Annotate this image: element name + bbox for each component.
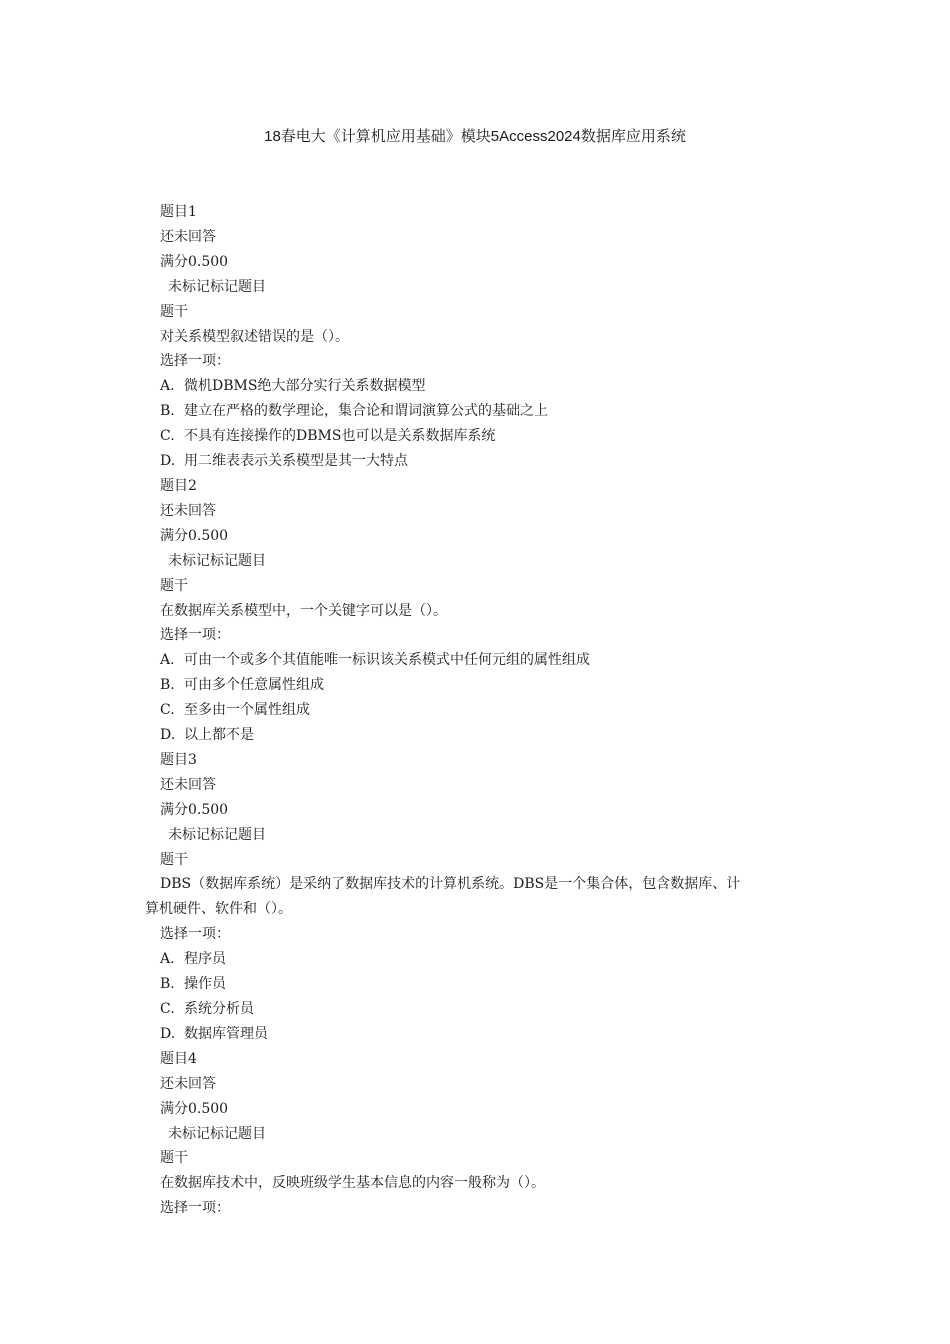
option-text: 可由多个任意属性组成 [184, 677, 324, 694]
option-letter: B. [160, 403, 175, 420]
option-a[interactable] [160, 648, 810, 673]
option-c[interactable] [160, 424, 810, 449]
question-stem: 在数据库关系模型中，一个关键字可以是（）。 [160, 602, 447, 619]
option-letter: A. [160, 378, 175, 395]
stem-label: 题干 [160, 303, 188, 320]
choice-prompt: 选择一项： [160, 627, 230, 644]
question-number: 题目2 [160, 477, 197, 494]
question-number: 题目1 [160, 204, 197, 220]
choice-prompt: 选择一项： [160, 353, 230, 370]
option-text: 可由一个或多个其值能唯一标识该关系模式中任何元组的属性组成 [184, 652, 590, 669]
question-score: 满分0.500 [160, 253, 229, 270]
option-letter: D. [160, 1025, 176, 1042]
question-score: 满分0.500 [160, 1100, 229, 1117]
question-stem-line-1: DBS（数据库系统）是采纳了数据库技术的计算机系统。DBS是一个集合体，包含数据库、计 [160, 876, 741, 893]
option-d[interactable] [160, 1022, 810, 1047]
option-text: 微机DBMS绝大部分实行关系数据模型 [184, 378, 426, 395]
question-stem-line-2: 算机硬件、软件和（）。 [145, 901, 292, 918]
document-title: 18春电大《计算机应用基础》模块5Access2024数据库应用系统 [264, 128, 686, 145]
option-text: 数据库管理员 [184, 1025, 268, 1042]
option-text: 程序员 [184, 951, 226, 968]
option-b[interactable] [160, 673, 810, 698]
option-text: 建立在严格的数学理论，集合论和谓词演算公式的基础之上 [184, 403, 548, 420]
question-status: 还未回答 [160, 502, 216, 519]
option-text: 以上都不是 [184, 727, 254, 744]
option-a[interactable] [160, 374, 810, 399]
option-letter: C. [160, 702, 175, 719]
option-letter: A. [160, 652, 175, 669]
flag-question-link[interactable]: 未标记标记题目 [168, 552, 266, 569]
question-score: 满分0.500 [160, 527, 229, 544]
option-text: 系统分析员 [184, 1001, 254, 1017]
question-number: 题目3 [160, 751, 197, 768]
option-letter: A. [160, 951, 175, 968]
option-letter: C. [160, 1001, 175, 1017]
option-b[interactable] [160, 972, 810, 997]
question-number: 题目4 [160, 1050, 197, 1067]
question-stem: 在数据库技术中，反映班级学生基本信息的内容一般称为（）。 [160, 1175, 545, 1192]
question-status: 还未回答 [160, 228, 216, 245]
option-d[interactable] [160, 723, 810, 748]
option-text: 用二维表表示关系模型是其一大特点 [184, 453, 408, 470]
option-letter: B. [160, 677, 175, 694]
option-letter: B. [160, 976, 175, 993]
question-score: 满分0.500 [160, 801, 229, 818]
option-c[interactable] [160, 698, 810, 723]
stem-label: 题干 [160, 1150, 188, 1167]
choice-prompt: 选择一项： [160, 1200, 230, 1217]
question-stem: 对关系模型叙述错误的是（）。 [160, 328, 349, 345]
question-status: 还未回答 [160, 776, 216, 793]
option-a[interactable] [160, 947, 810, 972]
option-text: 不具有连接操作的DBMS也可以是关系数据库系统 [184, 428, 496, 445]
document-body [145, 200, 810, 1221]
flag-question-link[interactable]: 未标记标记题目 [168, 1125, 266, 1142]
option-text: 至多由一个属性组成 [184, 702, 310, 719]
option-b[interactable] [160, 399, 810, 424]
question-status: 还未回答 [160, 1075, 216, 1092]
flag-question-link[interactable]: 未标记标记题目 [168, 826, 266, 843]
option-text: 操作员 [184, 976, 226, 993]
choice-prompt: 选择一项： [160, 926, 230, 943]
option-d[interactable] [160, 449, 810, 474]
option-c[interactable] [160, 997, 810, 1022]
flag-question-link[interactable]: 未标记标记题目 [168, 278, 266, 295]
option-letter: C. [160, 428, 175, 445]
stem-label: 题干 [160, 851, 188, 868]
stem-label: 题干 [160, 577, 188, 594]
option-letter: D. [160, 453, 176, 470]
option-letter: D. [160, 727, 176, 744]
